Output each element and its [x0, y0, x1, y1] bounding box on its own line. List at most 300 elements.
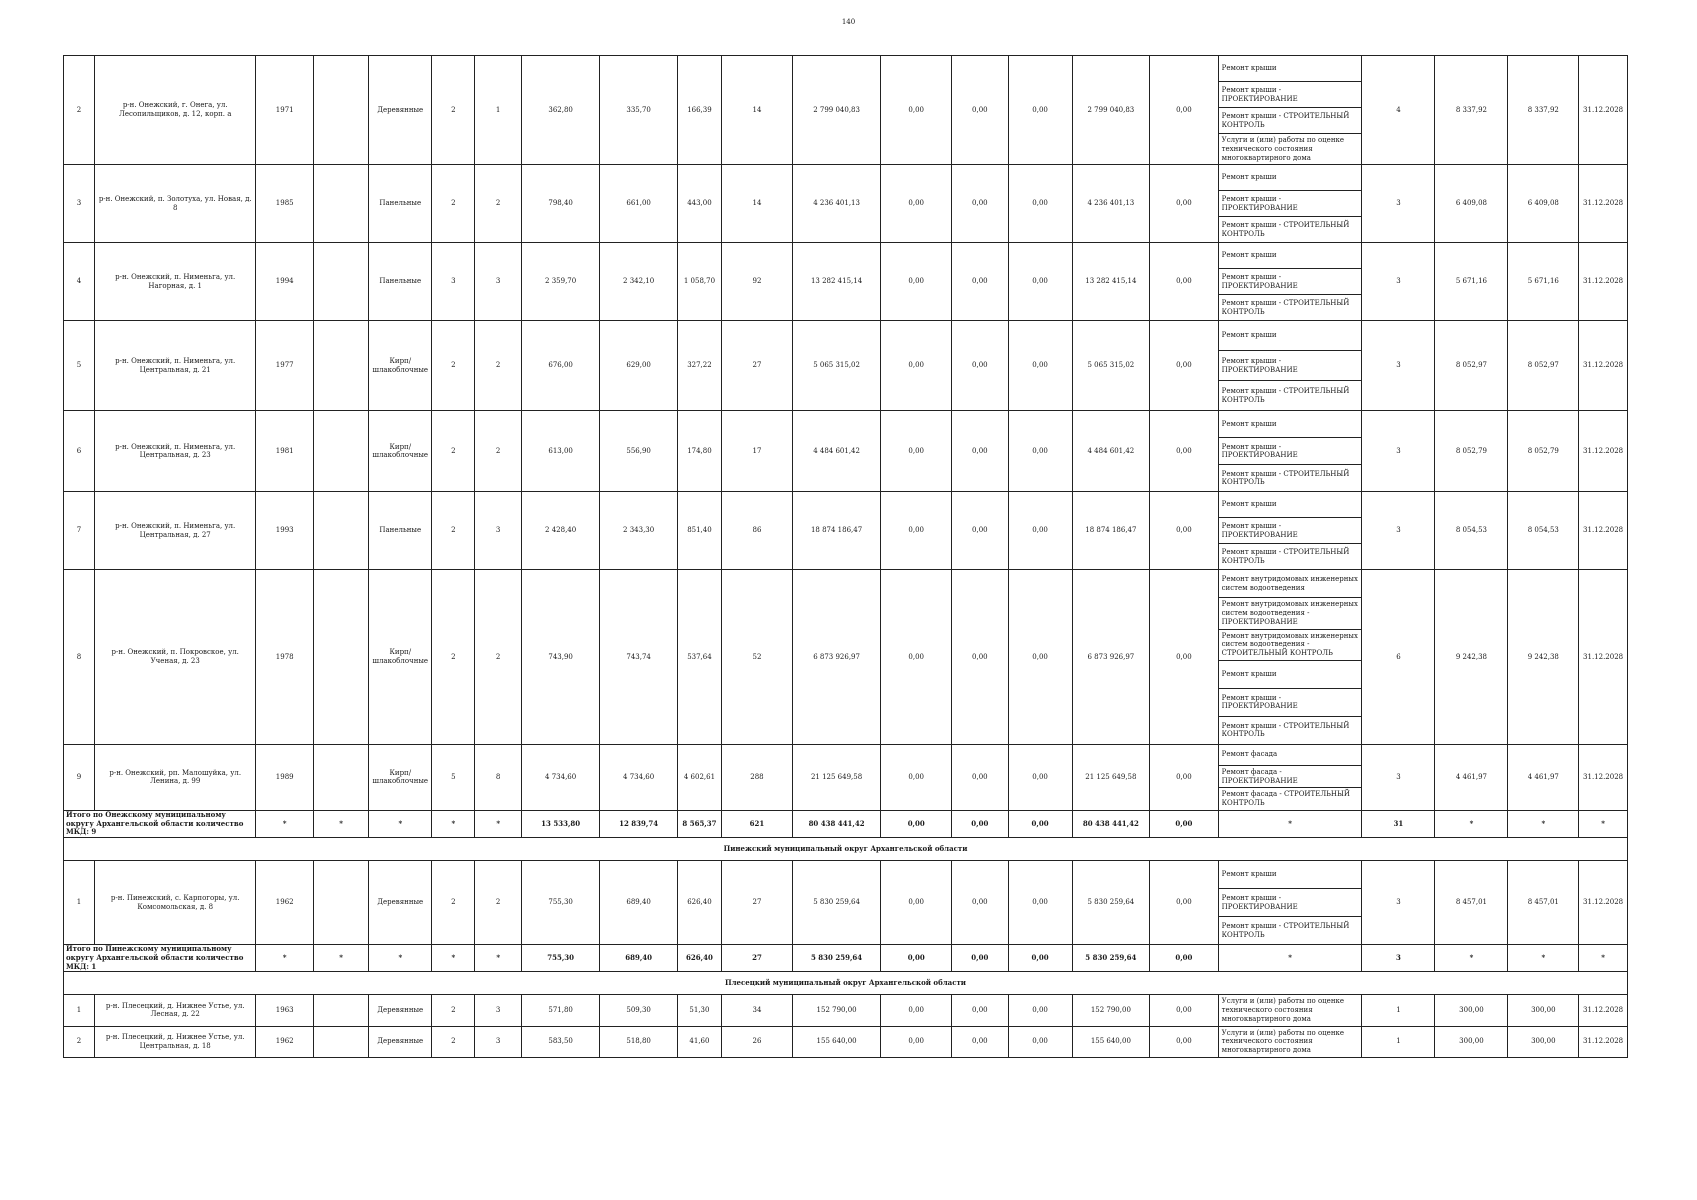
table-row [64, 570, 1628, 598]
max-cost-cell: 6 409,08 [1508, 165, 1579, 243]
max-cost-cell: 300,00 [1508, 995, 1579, 1026]
year-cell: 1989 [256, 744, 314, 810]
rooms-area-cell: 335,70 [600, 56, 677, 165]
work-count-cell: 3 [1362, 744, 1435, 810]
cost-cell: 21 125 649,58 [792, 744, 880, 810]
fund-1-cell: 0,00 [881, 56, 952, 165]
fund-3-cell: 0,00 [1008, 411, 1072, 492]
total-star-cell: * [1508, 810, 1579, 837]
year-cell: 1963 [256, 995, 314, 1026]
work-type-cell: Ремонт крыши - СТРОИТЕЛЬНЫЙ КОНТРОЛЬ [1218, 716, 1362, 744]
fund-1-cell: 0,00 [881, 861, 952, 945]
work-type-cell: Ремонт крыши - СТРОИТЕЛЬНЫЙ КОНТРОЛЬ [1218, 217, 1362, 243]
table-row [64, 744, 1628, 765]
floors-cell: 3 [432, 243, 475, 321]
total-value-cell: 12 839,74 [600, 810, 677, 837]
work-count-cell: 1 [1362, 995, 1435, 1026]
fund-4-cell: 155 640,00 [1072, 1026, 1149, 1057]
fund-2-cell: 0,00 [952, 492, 1008, 570]
work-type-cell: Услуги и (или) работы по оценке технического состояния многоквартирного дома [1218, 995, 1362, 1026]
total-star-cell: * [475, 945, 521, 972]
rooms-area-cell: 518,80 [600, 1026, 677, 1057]
page-number: 140 [841, 18, 856, 26]
floors-cell: 2 [432, 492, 475, 570]
fund-3-cell: 0,00 [1008, 321, 1072, 411]
rooms-area-cell: 743,74 [600, 570, 677, 745]
fund-3-cell: 0,00 [1008, 744, 1072, 810]
fund-2-cell: 0,00 [952, 165, 1008, 243]
total-value-cell: 0,00 [952, 945, 1008, 972]
deadline-cell: 31.12.2028 [1579, 321, 1628, 411]
work-type-cell: Ремонт крыши - ПРОЕКТИРОВАНИЕ [1218, 518, 1362, 544]
table-row [64, 492, 1628, 518]
floors-cell: 2 [432, 570, 475, 745]
total-star-cell: * [1435, 945, 1508, 972]
work-type-cell: Ремонт крыши - ПРОЕКТИРОВАНИЕ [1218, 351, 1362, 381]
living-area-cell: 851,40 [677, 492, 721, 570]
floors-cell: 5 [432, 744, 475, 810]
fund-3-cell: 0,00 [1008, 56, 1072, 165]
fund-4-cell: 18 874 186,47 [1072, 492, 1149, 570]
year-cell: 1985 [256, 165, 314, 243]
cost-cell: 6 873 926,97 [792, 570, 880, 745]
row-number: 1 [64, 995, 95, 1026]
cost-cell: 155 640,00 [792, 1026, 880, 1057]
row-number: 4 [64, 243, 95, 321]
living-area-cell: 443,00 [677, 165, 721, 243]
table-row [64, 861, 1628, 889]
total-area-cell: 743,90 [521, 570, 600, 745]
year-cell: 1971 [256, 56, 314, 165]
year-cell: 1993 [256, 492, 314, 570]
deadline-cell: 31.12.2028 [1579, 861, 1628, 945]
total-star-cell: * [1218, 945, 1362, 972]
deadline-cell: 31.12.2028 [1579, 411, 1628, 492]
cost-cell: 5 830 259,64 [792, 861, 880, 945]
fund-5-cell: 0,00 [1150, 411, 1219, 492]
wall-material-cell: Деревянные [369, 861, 432, 945]
total-value-cell: 13 533,80 [521, 810, 600, 837]
deadline-cell: 31.12.2028 [1579, 492, 1628, 570]
work-count-cell: 3 [1362, 411, 1435, 492]
address-cell: р-н. Онежский, п. Нименьга, ул. Нагорная, д. 1 [94, 243, 255, 321]
fund-1-cell: 0,00 [881, 411, 952, 492]
row-number: 8 [64, 570, 95, 745]
total-area-cell: 362,80 [521, 56, 600, 165]
entrances-cell: 2 [475, 321, 521, 411]
rooms-area-cell: 556,90 [600, 411, 677, 492]
total-star-cell: * [432, 810, 475, 837]
entrances-cell: 2 [475, 411, 521, 492]
residents-cell: 14 [722, 165, 793, 243]
total-star-cell: * [1218, 810, 1362, 837]
fund-4-cell: 4 236 401,13 [1072, 165, 1149, 243]
total-value-cell: 0,00 [1150, 810, 1219, 837]
fund-2-cell: 0,00 [952, 1026, 1008, 1057]
rooms-area-cell: 509,30 [600, 995, 677, 1026]
living-area-cell: 51,30 [677, 995, 721, 1026]
living-area-cell: 626,40 [677, 861, 721, 945]
work-type-cell: Ремонт крыши - ПРОЕКТИРОВАНИЕ [1218, 269, 1362, 295]
row-number: 2 [64, 56, 95, 165]
residents-cell: 92 [722, 243, 793, 321]
total-value-cell: 5 830 259,64 [1072, 945, 1149, 972]
total-work-count: 31 [1362, 810, 1435, 837]
total-row [64, 945, 1628, 972]
blank-cell [313, 1026, 368, 1057]
work-type-cell: Ремонт внутридомовых инженерных систем водоотведения - ПРОЕКТИРОВАНИЕ [1218, 598, 1362, 629]
total-value-cell: 0,00 [1008, 945, 1072, 972]
total-area-cell: 798,40 [521, 165, 600, 243]
total-label: Итого по Онежскому муниципальному округу Архангельской области количество МКД: 9 [64, 810, 256, 837]
total-area-cell: 613,00 [521, 411, 600, 492]
work-type-cell: Ремонт крыши [1218, 321, 1362, 351]
total-star-cell: * [475, 810, 521, 837]
work-type-cell: Ремонт крыши - ПРОЕКТИРОВАНИЕ [1218, 82, 1362, 108]
work-type-cell: Ремонт крыши [1218, 861, 1362, 889]
rooms-area-cell: 2 343,30 [600, 492, 677, 570]
total-work-count: 3 [1362, 945, 1435, 972]
work-type-cell: Ремонт крыши - ПРОЕКТИРОВАНИЕ [1218, 191, 1362, 217]
work-type-cell: Ремонт крыши - СТРОИТЕЛЬНЫЙ КОНТРОЛЬ [1218, 465, 1362, 492]
total-star-cell: * [1579, 810, 1628, 837]
row-number: 5 [64, 321, 95, 411]
total-area-cell: 4 734,60 [521, 744, 600, 810]
work-type-cell: Ремонт крыши [1218, 660, 1362, 688]
living-area-cell: 4 602,61 [677, 744, 721, 810]
fund-5-cell: 0,00 [1150, 321, 1219, 411]
total-area-cell: 2 428,40 [521, 492, 600, 570]
residents-cell: 17 [722, 411, 793, 492]
table-row [64, 165, 1628, 191]
unit-cost-cell: 8 052,79 [1435, 411, 1508, 492]
total-star-cell: * [1435, 810, 1508, 837]
cost-cell: 13 282 415,14 [792, 243, 880, 321]
total-value-cell: 0,00 [881, 810, 952, 837]
work-type-cell: Ремонт крыши - СТРОИТЕЛЬНЫЙ КОНТРОЛЬ [1218, 108, 1362, 134]
living-area-cell: 174,80 [677, 411, 721, 492]
address-cell: р-н. Онежский, п. Золотуха, ул. Новая, д. 8 [94, 165, 255, 243]
total-label: Итого по Пинежскому муниципальному округу Архангельской области количество МКД: 1 [64, 945, 256, 972]
year-cell: 1994 [256, 243, 314, 321]
address-cell: р-н. Онежский, г. Онега, ул. Лесопильщиков, д. 12, корп. а [94, 56, 255, 165]
total-value-cell: 5 830 259,64 [792, 945, 880, 972]
work-type-cell: Ремонт крыши - ПРОЕКТИРОВАНИЕ [1218, 889, 1362, 917]
fund-4-cell: 2 799 040,83 [1072, 56, 1149, 165]
table-row [64, 243, 1628, 269]
fund-3-cell: 0,00 [1008, 1026, 1072, 1057]
blank-cell [313, 243, 368, 321]
cost-cell: 18 874 186,47 [792, 492, 880, 570]
floors-cell: 2 [432, 56, 475, 165]
wall-material-cell: Деревянные [369, 56, 432, 165]
table-row [64, 56, 1628, 82]
fund-3-cell: 0,00 [1008, 165, 1072, 243]
fund-2-cell: 0,00 [952, 321, 1008, 411]
rooms-area-cell: 689,40 [600, 861, 677, 945]
year-cell: 1962 [256, 861, 314, 945]
total-star-cell: * [432, 945, 475, 972]
total-area-cell: 755,30 [521, 861, 600, 945]
max-cost-cell: 8 457,01 [1508, 861, 1579, 945]
fund-1-cell: 0,00 [881, 570, 952, 745]
fund-1-cell: 0,00 [881, 1026, 952, 1057]
total-row [64, 810, 1628, 837]
total-star-cell: * [313, 945, 368, 972]
living-area-cell: 41,60 [677, 1026, 721, 1057]
blank-cell [313, 744, 368, 810]
max-cost-cell: 300,00 [1508, 1026, 1579, 1057]
work-type-cell: Ремонт крыши [1218, 56, 1362, 82]
unit-cost-cell: 4 461,97 [1435, 744, 1508, 810]
max-cost-cell: 8 052,97 [1508, 321, 1579, 411]
cost-cell: 5 065 315,02 [792, 321, 880, 411]
work-type-cell: Ремонт крыши - СТРОИТЕЛЬНЫЙ КОНТРОЛЬ [1218, 544, 1362, 570]
residents-cell: 34 [722, 995, 793, 1026]
fund-3-cell: 0,00 [1008, 243, 1072, 321]
row-number: 3 [64, 165, 95, 243]
work-type-cell: Ремонт крыши - ПРОЕКТИРОВАНИЕ [1218, 438, 1362, 465]
unit-cost-cell: 5 671,16 [1435, 243, 1508, 321]
work-type-cell: Ремонт крыши - СТРОИТЕЛЬНЫЙ КОНТРОЛЬ [1218, 295, 1362, 321]
fund-3-cell: 0,00 [1008, 492, 1072, 570]
deadline-cell: 31.12.2028 [1579, 243, 1628, 321]
living-area-cell: 1 058,70 [677, 243, 721, 321]
address-cell: р-н. Пинежский, с. Карпогоры, ул. Комсомольская, д. 8 [94, 861, 255, 945]
floors-cell: 2 [432, 861, 475, 945]
floors-cell: 2 [432, 995, 475, 1026]
table-row [64, 411, 1628, 438]
deadline-cell: 31.12.2028 [1579, 56, 1628, 165]
deadline-cell: 31.12.2028 [1579, 165, 1628, 243]
blank-cell [313, 165, 368, 243]
work-type-cell: Ремонт внутридомовых инженерных систем водоотведения - СТРОИТЕЛЬНЫЙ КОНТРОЛЬ [1218, 629, 1362, 660]
max-cost-cell: 4 461,97 [1508, 744, 1579, 810]
entrances-cell: 3 [475, 995, 521, 1026]
work-count-cell: 4 [1362, 56, 1435, 165]
total-star-cell: * [1508, 945, 1579, 972]
unit-cost-cell: 300,00 [1435, 995, 1508, 1026]
row-number: 2 [64, 1026, 95, 1057]
living-area-cell: 166,39 [677, 56, 721, 165]
residents-cell: 86 [722, 492, 793, 570]
wall-material-cell: Деревянные [369, 1026, 432, 1057]
work-type-cell: Услуги и (или) работы по оценке технического состояния многоквартирного дома [1218, 1026, 1362, 1057]
fund-5-cell: 0,00 [1150, 56, 1219, 165]
fund-1-cell: 0,00 [881, 744, 952, 810]
cost-cell: 152 790,00 [792, 995, 880, 1026]
work-type-cell: Ремонт внутридомовых инженерных систем водоотведения [1218, 570, 1362, 598]
fund-1-cell: 0,00 [881, 995, 952, 1026]
row-number: 9 [64, 744, 95, 810]
floors-cell: 2 [432, 411, 475, 492]
address-cell: р-н. Плесецкий, д. Нижнее Устье, ул. Лесная, д. 22 [94, 995, 255, 1026]
fund-5-cell: 0,00 [1150, 570, 1219, 745]
blank-cell [313, 56, 368, 165]
work-count-cell: 3 [1362, 492, 1435, 570]
entrances-cell: 8 [475, 744, 521, 810]
table-row [64, 1026, 1628, 1057]
residents-cell: 26 [722, 1026, 793, 1057]
entrances-cell: 3 [475, 243, 521, 321]
total-area-cell: 583,50 [521, 1026, 600, 1057]
entrances-cell: 2 [475, 165, 521, 243]
fund-1-cell: 0,00 [881, 243, 952, 321]
total-value-cell: 626,40 [677, 945, 721, 972]
unit-cost-cell: 9 242,38 [1435, 570, 1508, 745]
max-cost-cell: 9 242,38 [1508, 570, 1579, 745]
fund-5-cell: 0,00 [1150, 861, 1219, 945]
total-value-cell: 80 438 441,42 [792, 810, 880, 837]
rooms-area-cell: 2 342,10 [600, 243, 677, 321]
fund-4-cell: 13 282 415,14 [1072, 243, 1149, 321]
fund-1-cell: 0,00 [881, 165, 952, 243]
row-number: 7 [64, 492, 95, 570]
max-cost-cell: 8 052,79 [1508, 411, 1579, 492]
year-cell: 1977 [256, 321, 314, 411]
work-type-cell: Ремонт крыши [1218, 492, 1362, 518]
total-value-cell: 0,00 [1008, 810, 1072, 837]
work-type-cell: Ремонт крыши [1218, 243, 1362, 269]
wall-material-cell: Кирп/шлакоблочные [369, 570, 432, 745]
floors-cell: 2 [432, 321, 475, 411]
work-type-cell: Услуги и (или) работы по оценке технического состояния многоквартирного дома [1218, 134, 1362, 165]
deadline-cell: 31.12.2028 [1579, 570, 1628, 745]
max-cost-cell: 5 671,16 [1508, 243, 1579, 321]
fund-4-cell: 4 484 601,42 [1072, 411, 1149, 492]
rooms-area-cell: 661,00 [600, 165, 677, 243]
unit-cost-cell: 8 054,53 [1435, 492, 1508, 570]
residents-cell: 288 [722, 744, 793, 810]
fund-5-cell: 0,00 [1150, 995, 1219, 1026]
residents-cell: 27 [722, 321, 793, 411]
fund-4-cell: 5 065 315,02 [1072, 321, 1149, 411]
blank-cell [313, 995, 368, 1026]
total-star-cell: * [369, 945, 432, 972]
section-title: Пинежский муниципальный округ Архангельской области [64, 838, 1628, 861]
fund-5-cell: 0,00 [1150, 744, 1219, 810]
year-cell: 1981 [256, 411, 314, 492]
fund-4-cell: 152 790,00 [1072, 995, 1149, 1026]
total-star-cell: * [369, 810, 432, 837]
address-cell: р-н. Онежский, п. Нименьга, ул. Центральная, д. 23 [94, 411, 255, 492]
fund-2-cell: 0,00 [952, 411, 1008, 492]
max-cost-cell: 8 054,53 [1508, 492, 1579, 570]
total-area-cell: 676,00 [521, 321, 600, 411]
work-type-cell: Ремонт крыши - СТРОИТЕЛЬНЫЙ КОНТРОЛЬ [1218, 917, 1362, 945]
total-value-cell: 0,00 [1150, 945, 1219, 972]
section-header-row [64, 838, 1628, 861]
fund-4-cell: 5 830 259,64 [1072, 861, 1149, 945]
total-value-cell: 8 565,37 [677, 810, 721, 837]
residents-cell: 27 [722, 861, 793, 945]
total-star-cell: * [313, 810, 368, 837]
cost-cell: 4 484 601,42 [792, 411, 880, 492]
total-value-cell: 0,00 [952, 810, 1008, 837]
fund-2-cell: 0,00 [952, 995, 1008, 1026]
fund-2-cell: 0,00 [952, 861, 1008, 945]
fund-5-cell: 0,00 [1150, 243, 1219, 321]
wall-material-cell: Кирп/шлакоблочные [369, 321, 432, 411]
total-star-cell: * [256, 945, 314, 972]
work-count-cell: 3 [1362, 861, 1435, 945]
fund-1-cell: 0,00 [881, 492, 952, 570]
fund-2-cell: 0,00 [952, 744, 1008, 810]
max-cost-cell: 8 337,92 [1508, 56, 1579, 165]
fund-2-cell: 0,00 [952, 56, 1008, 165]
fund-3-cell: 0,00 [1008, 570, 1072, 745]
fund-5-cell: 0,00 [1150, 492, 1219, 570]
row-number: 1 [64, 861, 95, 945]
entrances-cell: 3 [475, 1026, 521, 1057]
floors-cell: 2 [432, 1026, 475, 1057]
entrances-cell: 3 [475, 492, 521, 570]
work-type-cell: Ремонт крыши - ПРОЕКТИРОВАНИЕ [1218, 688, 1362, 716]
address-cell: р-н. Онежский, рп. Малошуйка, ул. Ленина, д. 99 [94, 744, 255, 810]
living-area-cell: 327,22 [677, 321, 721, 411]
blank-cell [313, 411, 368, 492]
section-title: Плесецкий муниципальный округ Архангельской области [64, 972, 1628, 995]
rooms-area-cell: 4 734,60 [600, 744, 677, 810]
work-count-cell: 6 [1362, 570, 1435, 745]
blank-cell [313, 570, 368, 745]
address-cell: р-н. Плесецкий, д. Нижнее Устье, ул. Центральная, д. 18 [94, 1026, 255, 1057]
fund-3-cell: 0,00 [1008, 861, 1072, 945]
total-value-cell: 0,00 [881, 945, 952, 972]
fund-5-cell: 0,00 [1150, 165, 1219, 243]
fund-5-cell: 0,00 [1150, 1026, 1219, 1057]
unit-cost-cell: 8 052,97 [1435, 321, 1508, 411]
unit-cost-cell: 8 337,92 [1435, 56, 1508, 165]
fund-2-cell: 0,00 [952, 243, 1008, 321]
blank-cell [313, 861, 368, 945]
wall-material-cell: Панельные [369, 243, 432, 321]
fund-2-cell: 0,00 [952, 570, 1008, 745]
address-cell: р-н. Онежский, п. Нименьга, ул. Центральная, д. 27 [94, 492, 255, 570]
total-area-cell: 571,80 [521, 995, 600, 1026]
work-count-cell: 3 [1362, 165, 1435, 243]
total-value-cell: 755,30 [521, 945, 600, 972]
blank-cell [313, 321, 368, 411]
deadline-cell: 31.12.2028 [1579, 744, 1628, 810]
work-type-cell: Ремонт крыши [1218, 411, 1362, 438]
total-value-cell: 27 [722, 945, 793, 972]
rooms-area-cell: 629,00 [600, 321, 677, 411]
unit-cost-cell: 300,00 [1435, 1026, 1508, 1057]
work-type-cell: Ремонт фасада - ПРОЕКТИРОВАНИЕ [1218, 765, 1362, 788]
fund-4-cell: 21 125 649,58 [1072, 744, 1149, 810]
work-type-cell: Ремонт фасада [1218, 744, 1362, 765]
address-cell: р-н. Онежский, п. Нименьга, ул. Центральная, д. 21 [94, 321, 255, 411]
deadline-cell: 31.12.2028 [1579, 995, 1628, 1026]
wall-material-cell: Кирп/шлакоблочные [369, 411, 432, 492]
wall-material-cell: Панельные [369, 492, 432, 570]
row-number: 6 [64, 411, 95, 492]
unit-cost-cell: 6 409,08 [1435, 165, 1508, 243]
total-value-cell: 621 [722, 810, 793, 837]
fund-1-cell: 0,00 [881, 321, 952, 411]
residents-cell: 14 [722, 56, 793, 165]
cost-cell: 4 236 401,13 [792, 165, 880, 243]
entrances-cell: 2 [475, 861, 521, 945]
fund-4-cell: 6 873 926,97 [1072, 570, 1149, 745]
living-area-cell: 537,64 [677, 570, 721, 745]
entrances-cell: 1 [475, 56, 521, 165]
year-cell: 1978 [256, 570, 314, 745]
fund-3-cell: 0,00 [1008, 995, 1072, 1026]
work-count-cell: 3 [1362, 243, 1435, 321]
total-star-cell: * [1579, 945, 1628, 972]
